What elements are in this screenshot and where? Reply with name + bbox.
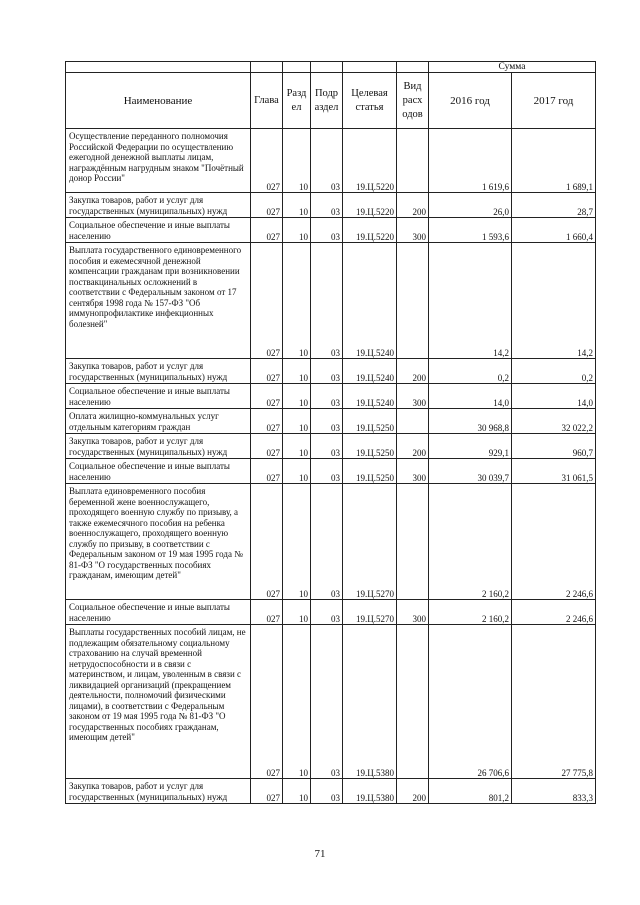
table-row [66,384,596,409]
row-razdel: 10 [283,600,311,625]
row-glava: 027 [251,218,283,243]
row-razdel: 10 [283,218,311,243]
header-spacer [66,62,251,73]
row-glava: 027 [251,459,283,484]
row-vid: 200 [397,779,429,804]
row-vid [397,243,429,359]
header-name: Наименование [66,73,251,129]
row-vid: 200 [397,193,429,218]
row-name: Выплата государственного единовременного пособия и ежемесячной денежной компенсации гражданам при возникновении поствакцинальных осложнений в соответствии с Федеральным законом от 17 сентября 1998 года № 157-ФЗ "Об иммунопрофилактике инфекционных болезней" [66,243,251,359]
row-name: Социальное обеспечение и иные выплаты населению [66,384,251,409]
row-name: Социальное обеспечение и иные выплаты населению [66,459,251,484]
row-y2016: 2 160,2 [429,484,512,600]
row-podrazdel: 03 [311,193,343,218]
row-y2017: 2 246,6 [512,484,596,600]
header-spacer [251,62,283,73]
row-glava: 027 [251,359,283,384]
row-razdel: 10 [283,779,311,804]
row-celevaya: 19.Ц.5250 [343,459,397,484]
row-celevaya: 19.Ц.5220 [343,218,397,243]
row-name: Выплата единовременного пособия беременной жене военнослужащего, проходящего военную службу по призыву, а также ежемесячного пособия на ребенка военнослужащего, проходящего военную службу по призыву, в соответствии с Федеральным законом от 19 мая 1995 года № 81-ФЗ "О государственных пособиях гражданам, имеющим детей" [66,484,251,600]
row-y2016: 14,2 [429,243,512,359]
row-vid: 300 [397,384,429,409]
row-y2016: 1 593,6 [429,218,512,243]
header-row-top [66,62,596,73]
row-podrazdel: 03 [311,600,343,625]
row-y2017: 960,7 [512,434,596,459]
header-spacer [283,62,311,73]
row-podrazdel: 03 [311,779,343,804]
table-row [66,129,596,193]
row-podrazdel: 03 [311,359,343,384]
budget-table [65,61,596,804]
row-y2016: 14,0 [429,384,512,409]
row-podrazdel: 03 [311,218,343,243]
header-podrazdel: Подр аздел [311,73,343,129]
table-row [66,243,596,359]
row-vid: 300 [397,459,429,484]
row-name: Закупка товаров, работ и услуг для государственных (муниципальных) нужд [66,359,251,384]
header-2017: 2017 год [512,73,596,129]
row-celevaya: 19.Ц.5220 [343,193,397,218]
row-celevaya: 19.Ц.5250 [343,409,397,434]
row-name: Социальное обеспечение и иные выплаты населению [66,600,251,625]
row-y2016: 929,1 [429,434,512,459]
row-celevaya: 19.Ц.5240 [343,359,397,384]
header-vid: Вид расх одов [397,73,429,129]
row-podrazdel: 03 [311,384,343,409]
row-podrazdel: 03 [311,459,343,484]
row-razdel: 10 [283,625,311,779]
row-vid [397,625,429,779]
header-spacer [343,62,397,73]
row-y2016: 30 039,7 [429,459,512,484]
row-vid: 300 [397,600,429,625]
row-razdel: 10 [283,459,311,484]
header-razdel: Разд ел [283,73,311,129]
row-glava: 027 [251,484,283,600]
row-y2017: 1 660,4 [512,218,596,243]
row-name: Закупка товаров, работ и услуг для государственных (муниципальных) нужд [66,434,251,459]
row-name: Оплата жилищно-коммунальных услуг отдельным категориям граждан [66,409,251,434]
row-y2017: 14,2 [512,243,596,359]
row-vid [397,484,429,600]
row-y2016: 30 968,8 [429,409,512,434]
row-razdel: 10 [283,384,311,409]
row-y2016: 801,2 [429,779,512,804]
table-row [66,625,596,779]
row-glava: 027 [251,193,283,218]
row-celevaya: 19.Ц.5380 [343,779,397,804]
row-glava: 027 [251,625,283,779]
row-podrazdel: 03 [311,243,343,359]
row-name: Осуществление переданного полномочия Российской Федерации по осуществлению ежегодной денежной выплаты лицам, награждённым нагрудным знаком "Почётный донор России" [66,129,251,193]
row-glava: 027 [251,129,283,193]
row-glava: 027 [251,243,283,359]
row-name: Закупка товаров, работ и услуг для государственных (муниципальных) нужд [66,193,251,218]
header-spacer [397,62,429,73]
row-razdel: 10 [283,484,311,600]
row-y2016: 0,2 [429,359,512,384]
row-celevaya: 19.Ц.5240 [343,243,397,359]
page-number: 71 [314,848,326,860]
table-row [66,779,596,804]
row-celevaya: 19.Ц.5380 [343,625,397,779]
row-razdel: 10 [283,434,311,459]
row-y2017: 833,3 [512,779,596,804]
table-row [66,409,596,434]
row-y2016: 26,0 [429,193,512,218]
header-spacer [311,62,343,73]
row-y2017: 2 246,6 [512,600,596,625]
row-vid: 300 [397,218,429,243]
row-y2017: 32 022,2 [512,409,596,434]
table-row [66,193,596,218]
row-glava: 027 [251,409,283,434]
row-y2017: 31 061,5 [512,459,596,484]
table-row [66,434,596,459]
row-glava: 027 [251,434,283,459]
row-podrazdel: 03 [311,484,343,600]
row-razdel: 10 [283,193,311,218]
row-razdel: 10 [283,129,311,193]
row-y2017: 27 775,8 [512,625,596,779]
row-podrazdel: 03 [311,625,343,779]
row-vid [397,129,429,193]
table-row [66,459,596,484]
row-y2016: 1 619,6 [429,129,512,193]
table-row [66,484,596,600]
row-celevaya: 19.Ц.5270 [343,600,397,625]
table-row [66,600,596,625]
row-y2017: 0,2 [512,359,596,384]
row-razdel: 10 [283,409,311,434]
row-y2016: 2 160,2 [429,600,512,625]
row-razdel: 10 [283,243,311,359]
row-celevaya: 19.Ц.5270 [343,484,397,600]
table-row [66,359,596,384]
row-name: Социальное обеспечение и иные выплаты населению [66,218,251,243]
row-celevaya: 19.Ц.5250 [343,434,397,459]
row-celevaya: 19.Ц.5240 [343,384,397,409]
row-podrazdel: 03 [311,129,343,193]
row-vid [397,409,429,434]
header-summa: Сумма [429,62,596,73]
row-y2016: 26 706,6 [429,625,512,779]
header-glava: Глава [251,73,283,129]
row-glava: 027 [251,779,283,804]
row-podrazdel: 03 [311,434,343,459]
row-y2017: 1 689,1 [512,129,596,193]
row-name: Закупка товаров, работ и услуг для государственных (муниципальных) нужд [66,779,251,804]
header-celevaya: Целевая статья [343,73,397,129]
row-podrazdel: 03 [311,409,343,434]
row-glava: 027 [251,384,283,409]
row-name: Выплаты государственных пособий лицам, не подлежащим обязательному социальному страхованию на случай временной нетрудоспособности и в связи с материнством, и лицам, уволенным в связи с ликвидацией организаций (прекращением деятельности, полномочий физическими лицами), в соответствии с Федеральным законом от 19 мая 1995 года № 81-ФЗ "О государственных пособиях гражданам, имеющим детей" [66,625,251,779]
row-glava: 027 [251,600,283,625]
row-y2017: 14,0 [512,384,596,409]
header-row [66,73,596,129]
row-vid: 200 [397,434,429,459]
row-vid: 200 [397,359,429,384]
row-celevaya: 19.Ц.5220 [343,129,397,193]
table-row [66,218,596,243]
header-2016: 2016 год [429,73,512,129]
row-y2017: 28,7 [512,193,596,218]
row-razdel: 10 [283,359,311,384]
